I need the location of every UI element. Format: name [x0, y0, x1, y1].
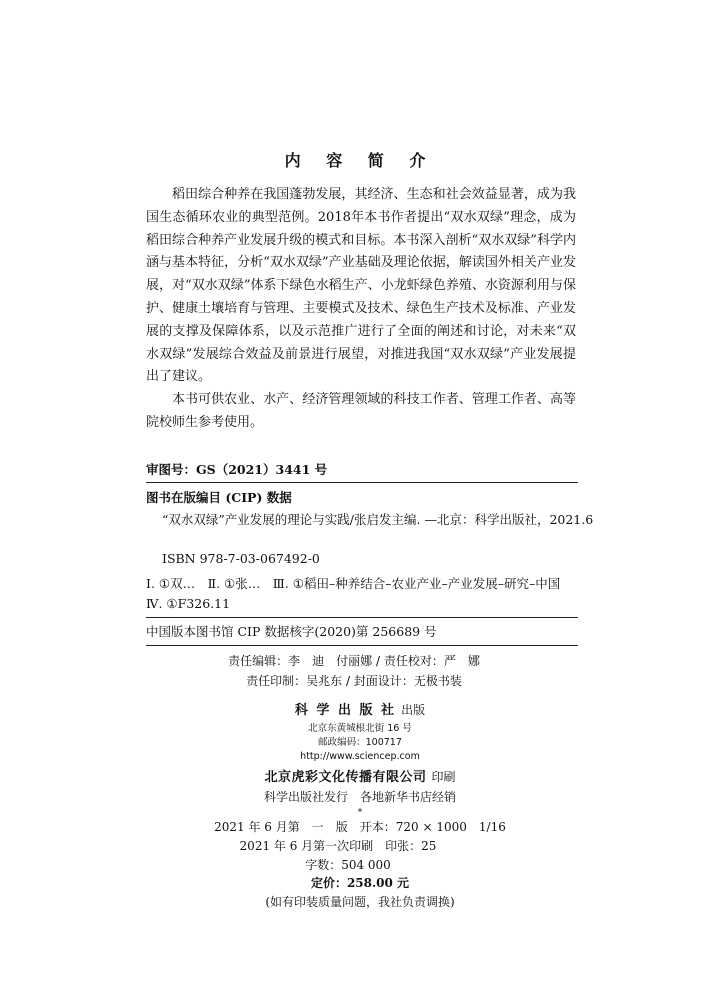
cip-verification: 中国版本图书馆 CIP 数据核字(2020)第 256689 号	[146, 624, 437, 639]
printer-line	[0, 766, 720, 788]
print-credits: 责任印制：吴兆东 / 封面设计：无极书装	[246, 674, 462, 688]
page-title: 内 容 简 介	[284, 151, 436, 170]
publisher-name: 科 学 出 版 社	[294, 703, 396, 718]
distribution-line: 科学出版社发行 各地新华书店经销	[263, 790, 456, 804]
edition-line: 2021 年 6 月第 一 版 开本：720 × 1000 1/16	[214, 820, 506, 834]
cip-classification: Ⅰ. ①双… Ⅱ. ①张… Ⅲ. ①稻田–种养结合–农业产业–产业发展–研究–中国 Ⅳ. ①F326.11	[146, 576, 573, 611]
divider	[146, 645, 578, 646]
cip-heading: 图书在版编目 (CIP) 数据	[146, 490, 292, 505]
publisher-website: http://www.sciencep.com	[300, 751, 420, 762]
quality-note: (如有印装质量问题，我社负责调换)	[265, 895, 455, 909]
divider	[146, 482, 578, 483]
editor-credits: 责任编辑：李 迪 付丽娜 / 责任校对：严 娜	[228, 654, 480, 668]
word-count: 字数：504 000	[305, 858, 391, 872]
publisher-suffix: 出版	[401, 703, 426, 717]
printer-suffix: 印刷	[431, 770, 456, 784]
price: 定价：258.00 元	[310, 876, 410, 890]
publisher-address: 北京东黄城根北街 16 号	[308, 723, 412, 734]
map-approval-number: 审图号：GS（2021）3441 号	[146, 462, 328, 477]
content-summary	[146, 184, 576, 435]
isbn: ISBN 978-7-03-067492-0	[162, 551, 320, 566]
ornament: *	[357, 808, 363, 818]
divider	[146, 617, 578, 618]
summary-paragraph: 稻田综合种养在我国蓬勃发展，其经济、生态和社会效益显著，成为我国生态循环农业的典型范例。2018年本书作者提出“双水双绿”理念，成为稻田综合种养产业发展升级的模式和目标。本书深入剖析“双水双绿”科学内涵与基本特征，分析“双水双绿”产业基础及理论依据，解读国外相关产业发展，对“双水双绿”体系下绿色水稻生产、小龙虾绿色养殖、水资源利用与保护、健康土壤培育与管理、主要模式及技术、绿色生产技术及标准、产业发展的支撑及保障体系，以及示范推广进行了全面的阐述和讨论，对未来“双水双绿”发展综合效益及前景进行展望，对推进我国“双水双绿”产业发展提出了建议。	[146, 187, 576, 385]
summary-paragraph: 本书可供农业、水产、经济管理领域的科技工作者、管理工作者、高等院校师生参考使用。	[146, 392, 576, 430]
cip-entry: “双水双绿”产业发展的理论与实践/张启发主编. —北京：科学出版社，2021.6	[162, 512, 594, 527]
publisher-line	[0, 699, 720, 721]
printing-line: 2021 年 6 月第一次印刷 印张：25	[239, 839, 437, 853]
printer-name: 北京虎彩文化传播有限公司	[264, 770, 427, 785]
publisher-postcode: 邮政编码：100717	[318, 737, 402, 748]
